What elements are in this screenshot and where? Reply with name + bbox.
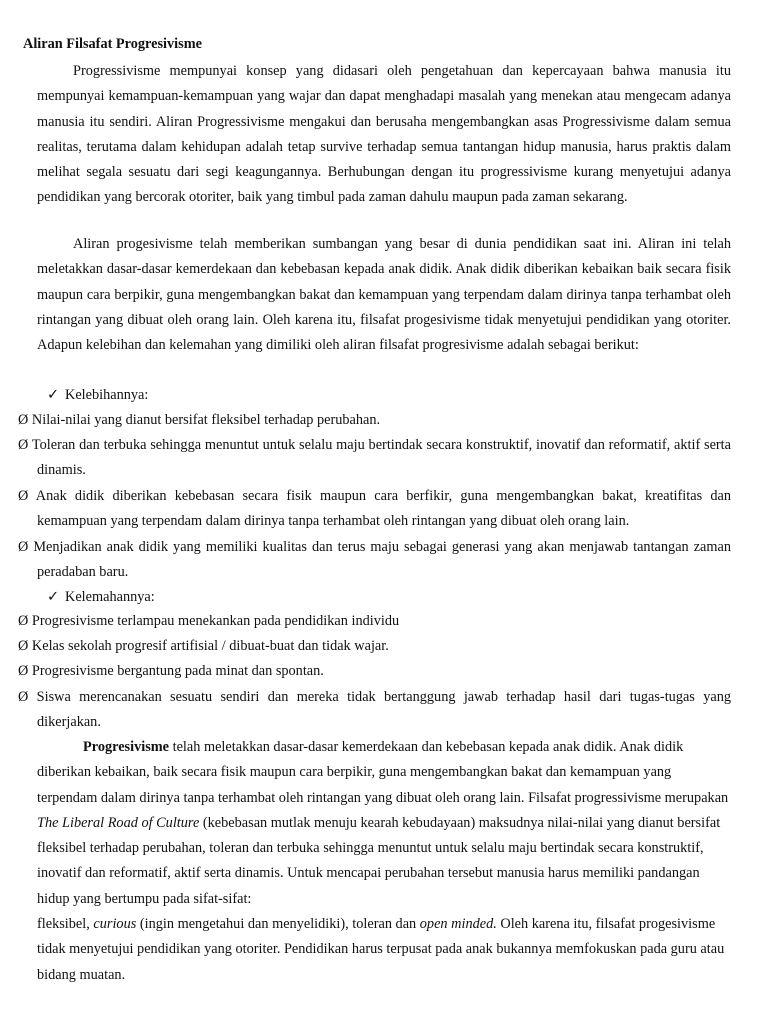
bullet-icon: Ø xyxy=(18,412,29,428)
list-item: Ø Progresivisme terlampau menekankan pada pendidikan individu xyxy=(18,613,400,629)
list-item: Ø Toleran dan terbuka sehingga menuntut untuk selalu maju bertindak secara konstruktif, inovatif dan reformatif, aktif serta dinamis. xyxy=(18,437,731,479)
kelebihan-heading xyxy=(47,383,148,408)
list-item: Ø Anak didik diberikan kebebasan secara fisik maupun cara berfikir, guna mengembangkan bakat, kreatifitas dan kemampuan yang terpendam dalam dirinya tanpa terhambat oleh rintangan yang dibuat oleh orang lain. xyxy=(18,488,731,530)
kelebihan-heading-label: Kelebihannya: xyxy=(65,387,149,403)
checkmark-icon: ✓ xyxy=(47,589,59,605)
paragraph-contribution: Aliran progesivisme telah memberikan sumbangan yang besar di dunia pendidikan saat ini. Aliran ini telah meletakkan dasar-dasar kemerdekaan dan kebebasan kepada anak didik. Anak didik diberikan kebaikan baik secara fisik maupun cara berpikir, guna mengembangkan bakat dan kemampuan yang terpendam dalam dirinya tanpa terhambat oleh rintangan yang dibuat oleh orang lain. Oleh karena itu, filsafat progesivisme tidak menyetujui pendidikan yang otoriter. Adapun kelebihan dan kelemahan yang dimiliki oleh aliran filsafat progresivisme adalah sebagai berikut: xyxy=(37,236,731,354)
checkmark-icon: ✓ xyxy=(47,387,59,403)
kelemahan-heading xyxy=(47,585,155,610)
paragraph-intro: Progressivisme mempunyai konsep yang didasari oleh pengetahuan dan kepercayaan bahwa manusia itu mempunyai kemampuan-kemampuan yang wajar dan dapat menghadapi masalah yang menekan atau mengecam adanya manusia itu sendiri. Aliran Progressivisme mengakui dan berusaha mengembangkan asas Progressivisme dalam semua realitas, terutama dalam kehidupan adalah tetap survive terhadap semua tantangan hidup manusia, harus praktis dalam melihat segala sesuatu dari segi keagungannya. Berhubungan dengan itu progressivisme kurang menyetujui adanya pendidikan yang bercorak otoriter, baik yang timbul pada zaman dahulu maupun pada zaman sekarang. xyxy=(37,63,731,206)
kelemahan-heading-label: Kelemahannya: xyxy=(65,589,155,605)
list-item: Ø Kelas sekolah progresif artifisial / dibuat-buat dan tidak wajar. xyxy=(18,638,389,654)
bullet-icon: Ø xyxy=(18,638,29,654)
bullet-icon: Ø xyxy=(18,539,29,555)
paragraph-summary: Progresivisme telah meletakkan dasar-dasar kemerdekaan dan kebebasan kepada anak didik. Anak didik diberikan kebaikan, baik secara fisik maupun cara berpikir, guna mengembangkan bakat dan kemampuan yang terpendam dalam dirinya tanpa terhambat oleh rintangan yang dibuat oleh orang lain. Filsafat progressivisme merupakan The Liberal Road of Culture (kebebasan mutlak menuju kearah kebudayaan) maksudnya nilai-nilai yang dianut bersifat fleksibel terhadap perubahan, toleran dan terbuka sehingga menuntut untuk selalu maju bertindak secara konstruktif, inovatif dan reformatif, aktif serta dinamis. Untuk mencapai perubahan tersebut manusia harus memiliki pandangan hidup yang bertumpu pada sifat-sifat: fleksibel, curious (ingin mengetahui dan menyelidiki), toleran dan open minded. Oleh karena itu, filsafat progesivisme tidak menyetujui pendidikan yang otoriter. Pendidikan harus terpusat pada anak bukannya memfokuskan pada guru atau bidang muatan. xyxy=(37,739,729,983)
list-item: Ø Siswa merencanakan sesuatu sendiri dan mereka tidak bertanggung jawab terhadap hasil dari tugas-tugas yang dikerjakan. xyxy=(18,689,732,731)
italic-term: curious xyxy=(93,916,137,933)
bullet-icon: Ø xyxy=(18,613,29,629)
list-item: Ø Progresivisme bergantung pada minat dan spontan. xyxy=(18,663,324,679)
list-item: Ø Nilai-nilai yang dianut bersifat fleksibel terhadap perubahan. xyxy=(18,412,381,428)
bullet-icon: Ø xyxy=(18,437,29,453)
italic-term: The Liberal Road of Culture xyxy=(37,814,200,831)
bullet-icon: Ø xyxy=(18,663,29,679)
bullet-icon: Ø xyxy=(18,488,29,504)
document-title: Aliran Filsafat Progresivisme xyxy=(23,36,202,52)
bold-term: Progresivisme xyxy=(83,739,170,755)
bullet-icon: Ø xyxy=(18,689,29,705)
list-item: Ø Menjadikan anak didik yang memiliki kualitas dan terus maju sebagai generasi yang akan menjawab tantangan zaman peradaban baru. xyxy=(18,539,731,581)
italic-term: open minded. xyxy=(419,916,497,933)
